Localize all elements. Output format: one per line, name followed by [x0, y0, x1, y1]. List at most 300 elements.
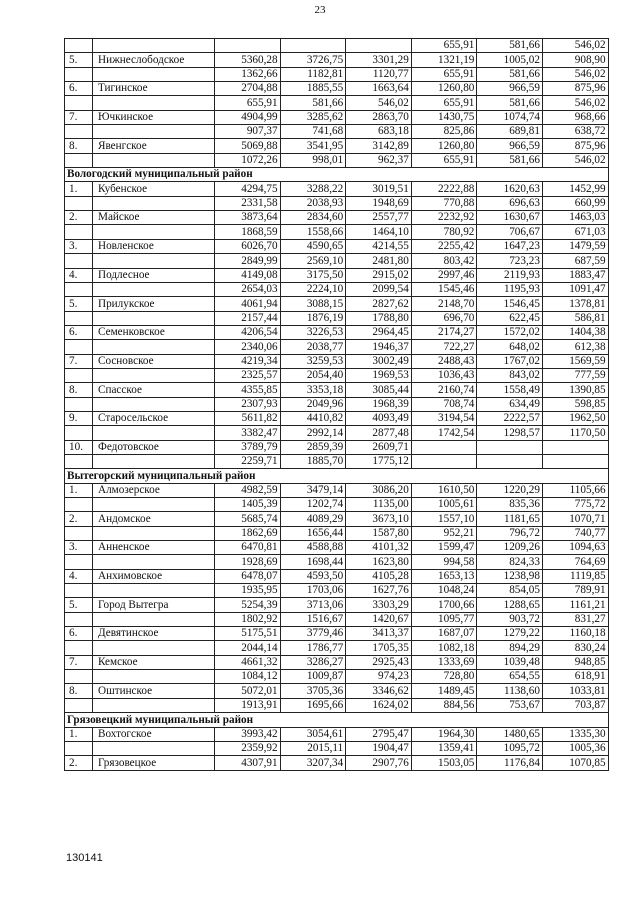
table-row	[65, 541, 609, 555]
value-cell: 1695,66	[280, 698, 346, 712]
value-cell: 2907,76	[346, 756, 412, 770]
table-row	[65, 67, 609, 81]
value-cell: 1220,29	[477, 483, 543, 497]
table-row	[65, 727, 609, 741]
row-number: 2.	[65, 512, 93, 526]
row-number: 3.	[65, 541, 93, 555]
settlement-name: Девятинское	[93, 627, 215, 641]
settlement-name	[93, 698, 215, 712]
value-cell: 1135,00	[346, 498, 412, 512]
value-cell: 696,63	[477, 196, 543, 210]
value-cell: 875,96	[542, 82, 608, 96]
value-cell: 546,02	[542, 39, 608, 53]
table-row	[65, 225, 609, 239]
value-cell: 3789,79	[215, 440, 281, 454]
settlement-name	[93, 641, 215, 655]
value-cell: 546,02	[346, 96, 412, 110]
value-cell: 728,80	[411, 670, 477, 684]
table-row	[65, 340, 609, 354]
table-row	[65, 153, 609, 167]
row-number: 7.	[65, 655, 93, 669]
value-cell: 1120,77	[346, 67, 412, 81]
row-number: 5.	[65, 53, 93, 67]
table-row	[65, 670, 609, 684]
value-cell: 2174,27	[411, 325, 477, 339]
table-row	[65, 684, 609, 698]
value-cell: 948,85	[542, 655, 608, 669]
value-cell: 581,66	[477, 153, 543, 167]
table-row	[65, 569, 609, 583]
value-cell: 875,96	[542, 139, 608, 153]
settlement-name	[93, 39, 215, 53]
value-cell: 1260,80	[411, 139, 477, 153]
value-cell: 1238,98	[477, 569, 543, 583]
document-code: 130141	[66, 852, 103, 864]
value-cell: 581,66	[477, 96, 543, 110]
table-row	[65, 268, 609, 282]
settlement-name	[93, 282, 215, 296]
value-cell: 1489,45	[411, 684, 477, 698]
value-cell: 546,02	[542, 96, 608, 110]
value-cell: 741,68	[280, 125, 346, 139]
row-number	[65, 153, 93, 167]
value-cell: 5611,82	[215, 411, 281, 425]
value-cell: 753,67	[477, 698, 543, 712]
value-cell: 1700,66	[411, 598, 477, 612]
value-cell: 648,02	[477, 340, 543, 354]
value-cell: 6478,07	[215, 569, 281, 583]
value-cell: 1663,64	[346, 82, 412, 96]
value-cell: 2654,03	[215, 282, 281, 296]
value-cell: 612,38	[542, 340, 608, 354]
settlement-name	[93, 67, 215, 81]
value-cell: 3303,29	[346, 598, 412, 612]
value-cell: 884,56	[411, 698, 477, 712]
value-cell: 1503,05	[411, 756, 477, 770]
value-cell: 2569,10	[280, 254, 346, 268]
value-cell: 671,03	[542, 225, 608, 239]
value-cell: 1630,67	[477, 211, 543, 225]
value-cell: 4294,75	[215, 182, 281, 196]
settlement-name: Оштинское	[93, 684, 215, 698]
value-cell: 1479,59	[542, 239, 608, 253]
value-cell: 1885,70	[280, 454, 346, 468]
value-cell: 2827,62	[346, 297, 412, 311]
value-cell: 789,91	[542, 584, 608, 598]
value-cell: 1802,92	[215, 612, 281, 626]
district-title: Вытегорский муниципальный район	[65, 469, 609, 483]
value-cell: 1935,95	[215, 584, 281, 598]
value-cell: 1039,48	[477, 655, 543, 669]
settlement-name: Новленское	[93, 239, 215, 253]
value-cell: 2054,40	[280, 368, 346, 382]
value-cell: 1160,18	[542, 627, 608, 641]
value-cell	[477, 440, 543, 454]
value-cell: 796,72	[477, 526, 543, 540]
value-cell: 2481,80	[346, 254, 412, 268]
table-row	[65, 741, 609, 755]
table-row	[65, 254, 609, 268]
value-cell: 3353,18	[280, 383, 346, 397]
value-cell: 1048,24	[411, 584, 477, 598]
value-cell: 2992,14	[280, 426, 346, 440]
settlement-name: Сосновское	[93, 354, 215, 368]
row-number: 1.	[65, 483, 93, 497]
value-cell: 1094,63	[542, 541, 608, 555]
value-cell: 2224,10	[280, 282, 346, 296]
value-cell: 3054,61	[280, 727, 346, 741]
value-cell: 831,27	[542, 612, 608, 626]
table-row	[65, 498, 609, 512]
table-row	[65, 325, 609, 339]
value-cell: 654,55	[477, 670, 543, 684]
value-cell: 2997,46	[411, 268, 477, 282]
table-row	[65, 598, 609, 612]
value-cell: 2849,99	[215, 254, 281, 268]
value-cell: 1948,69	[346, 196, 412, 210]
value-cell: 1070,71	[542, 512, 608, 526]
settlement-name	[93, 526, 215, 540]
value-cell: 3873,64	[215, 211, 281, 225]
value-cell: 3086,20	[346, 483, 412, 497]
value-cell: 830,24	[542, 641, 608, 655]
row-number	[65, 641, 93, 655]
value-cell: 2834,60	[280, 211, 346, 225]
value-cell: 903,72	[477, 612, 543, 626]
row-number	[65, 96, 93, 110]
settlement-name	[93, 196, 215, 210]
value-cell: 2038,77	[280, 340, 346, 354]
settlement-name	[93, 125, 215, 139]
value-cell: 1170,50	[542, 426, 608, 440]
value-cell: 1742,54	[411, 426, 477, 440]
value-cell: 1138,60	[477, 684, 543, 698]
district-title: Грязовецкий муниципальный район	[65, 713, 609, 727]
value-cell: 2325,57	[215, 368, 281, 382]
table-row	[65, 125, 609, 139]
value-cell: 907,37	[215, 125, 281, 139]
value-cell: 2863,70	[346, 110, 412, 124]
value-cell: 1620,63	[477, 182, 543, 196]
value-cell: 2609,71	[346, 440, 412, 454]
settlement-name	[93, 555, 215, 569]
value-cell: 780,92	[411, 225, 477, 239]
row-number	[65, 670, 93, 684]
value-cell: 2964,45	[346, 325, 412, 339]
value-cell: 586,81	[542, 311, 608, 325]
row-number: 6.	[65, 325, 93, 339]
value-cell: 4588,88	[280, 541, 346, 555]
value-cell: 1084,12	[215, 670, 281, 684]
value-cell: 1883,47	[542, 268, 608, 282]
value-cell: 908,90	[542, 53, 608, 67]
value-cell: 546,02	[542, 153, 608, 167]
table-row	[65, 397, 609, 411]
value-cell: 3541,95	[280, 139, 346, 153]
value-cell: 1161,21	[542, 598, 608, 612]
value-cell: 3142,89	[346, 139, 412, 153]
row-number	[65, 741, 93, 755]
settlement-name: Кемское	[93, 655, 215, 669]
value-cell: 1904,47	[346, 741, 412, 755]
value-cell: 1005,61	[411, 498, 477, 512]
value-cell: 1705,35	[346, 641, 412, 655]
table-row	[65, 383, 609, 397]
value-cell: 3207,34	[280, 756, 346, 770]
settlement-name: Старосельское	[93, 411, 215, 425]
value-cell: 1362,66	[215, 67, 281, 81]
value-cell: 1656,44	[280, 526, 346, 540]
settlement-name	[93, 741, 215, 755]
value-cell: 2099,54	[346, 282, 412, 296]
settlement-name: Город Вытегра	[93, 598, 215, 612]
value-cell: 1767,02	[477, 354, 543, 368]
value-cell: 962,37	[346, 153, 412, 167]
table-row	[65, 53, 609, 67]
value-cell: 1105,66	[542, 483, 608, 497]
value-cell: 3286,27	[280, 655, 346, 669]
value-cell: 1946,37	[346, 340, 412, 354]
table-row	[65, 354, 609, 368]
settlement-name: Тигинское	[93, 82, 215, 96]
table-row	[65, 426, 609, 440]
value-cell: 1009,87	[280, 670, 346, 684]
table-row	[65, 555, 609, 569]
value-cell: 1968,39	[346, 397, 412, 411]
row-number	[65, 340, 93, 354]
value-cell: 2925,43	[346, 655, 412, 669]
value-cell: 1876,19	[280, 311, 346, 325]
table-row	[65, 297, 609, 311]
value-cell: 1913,91	[215, 698, 281, 712]
table-row	[65, 526, 609, 540]
value-cell: 4593,50	[280, 569, 346, 583]
value-cell	[477, 454, 543, 468]
value-cell: 777,59	[542, 368, 608, 382]
row-number	[65, 584, 93, 598]
value-cell: 4061,94	[215, 297, 281, 311]
row-number	[65, 254, 93, 268]
settlement-name: Явенгское	[93, 139, 215, 153]
row-number	[65, 125, 93, 139]
value-cell: 764,69	[542, 555, 608, 569]
value-cell: 1298,57	[477, 426, 543, 440]
value-cell: 3479,14	[280, 483, 346, 497]
table-row	[65, 756, 609, 770]
value-cell: 1070,85	[542, 756, 608, 770]
row-number	[65, 39, 93, 53]
value-cell	[542, 440, 608, 454]
settlement-name	[93, 96, 215, 110]
settlement-name	[93, 225, 215, 239]
value-cell: 1404,38	[542, 325, 608, 339]
value-cell: 1260,80	[411, 82, 477, 96]
value-cell: 4093,49	[346, 411, 412, 425]
table-row	[65, 239, 609, 253]
row-number	[65, 612, 93, 626]
settlement-name	[93, 498, 215, 512]
district-title: Вологодский муниципальный район	[65, 168, 609, 182]
value-cell: 655,91	[411, 67, 477, 81]
value-cell: 2795,47	[346, 727, 412, 741]
value-cell: 4219,34	[215, 354, 281, 368]
table-row	[65, 182, 609, 196]
value-cell: 1647,23	[477, 239, 543, 253]
value-cell: 3088,15	[280, 297, 346, 311]
settlement-name	[93, 340, 215, 354]
value-cell	[411, 454, 477, 468]
row-number: 8.	[65, 383, 93, 397]
value-cell: 3673,10	[346, 512, 412, 526]
row-number: 2.	[65, 211, 93, 225]
value-cell: 1181,65	[477, 512, 543, 526]
value-cell: 1072,26	[215, 153, 281, 167]
settlement-name	[93, 254, 215, 268]
row-number: 8.	[65, 684, 93, 698]
value-cell: 5072,01	[215, 684, 281, 698]
value-cell: 3726,75	[280, 53, 346, 67]
value-cell: 1209,26	[477, 541, 543, 555]
value-cell: 952,21	[411, 526, 477, 540]
value-cell: 1786,77	[280, 641, 346, 655]
value-cell: 1091,47	[542, 282, 608, 296]
value-cell: 1703,06	[280, 584, 346, 598]
row-number	[65, 196, 93, 210]
value-cell: 3285,62	[280, 110, 346, 124]
value-cell: 824,33	[477, 555, 543, 569]
value-cell: 546,02	[542, 67, 608, 81]
row-number	[65, 397, 93, 411]
value-cell: 1036,43	[411, 368, 477, 382]
value-cell: 4982,59	[215, 483, 281, 497]
table-row	[65, 211, 609, 225]
value-cell: 2877,48	[346, 426, 412, 440]
value-cell: 3713,06	[280, 598, 346, 612]
value-cell: 775,72	[542, 498, 608, 512]
settlement-name: Анхимовское	[93, 569, 215, 583]
row-number: 1.	[65, 727, 93, 741]
value-cell: 3194,54	[411, 411, 477, 425]
value-cell: 1687,07	[411, 627, 477, 641]
value-cell: 2488,43	[411, 354, 477, 368]
value-cell: 1464,10	[346, 225, 412, 239]
row-number	[65, 225, 93, 239]
value-cell: 655,91	[411, 96, 477, 110]
settlement-name: Ючкинское	[93, 110, 215, 124]
row-number	[65, 698, 93, 712]
value-cell: 825,86	[411, 125, 477, 139]
value-cell: 581,66	[280, 96, 346, 110]
value-cell: 4355,85	[215, 383, 281, 397]
row-number: 5.	[65, 598, 93, 612]
settlement-name	[93, 153, 215, 167]
value-cell: 2259,71	[215, 454, 281, 468]
value-cell: 1558,49	[477, 383, 543, 397]
value-cell: 1545,46	[411, 282, 477, 296]
value-cell: 1599,47	[411, 541, 477, 555]
value-cell: 966,59	[477, 139, 543, 153]
value-cell: 3779,46	[280, 627, 346, 641]
settlement-name: Прилукское	[93, 297, 215, 311]
value-cell: 770,88	[411, 196, 477, 210]
value-cell: 2704,88	[215, 82, 281, 96]
value-cell: 703,87	[542, 698, 608, 712]
value-cell: 3002,49	[346, 354, 412, 368]
settlement-name: Андомское	[93, 512, 215, 526]
value-cell: 581,66	[477, 67, 543, 81]
row-number: 8.	[65, 139, 93, 153]
value-cell: 894,29	[477, 641, 543, 655]
table-row	[65, 512, 609, 526]
value-cell: 5685,74	[215, 512, 281, 526]
row-number	[65, 368, 93, 382]
value-cell: 660,99	[542, 196, 608, 210]
row-number: 3.	[65, 239, 93, 253]
value-cell	[280, 39, 346, 53]
value-cell: 3019,51	[346, 182, 412, 196]
value-cell: 2015,11	[280, 741, 346, 755]
value-cell: 1885,55	[280, 82, 346, 96]
value-cell: 2049,96	[280, 397, 346, 411]
value-cell: 1698,44	[280, 555, 346, 569]
district-header-row	[65, 469, 609, 483]
value-cell	[542, 454, 608, 468]
value-cell: 2255,42	[411, 239, 477, 253]
value-cell: 740,77	[542, 526, 608, 540]
district-header-row	[65, 168, 609, 182]
value-cell: 1928,69	[215, 555, 281, 569]
table-row	[65, 612, 609, 626]
value-cell: 854,05	[477, 584, 543, 598]
value-cell: 4089,29	[280, 512, 346, 526]
row-number: 5.	[65, 297, 93, 311]
value-cell: 2148,70	[411, 297, 477, 311]
value-cell: 2044,14	[215, 641, 281, 655]
value-cell: 5175,51	[215, 627, 281, 641]
value-cell: 1390,85	[542, 383, 608, 397]
row-number	[65, 311, 93, 325]
value-cell: 1624,02	[346, 698, 412, 712]
settlement-name: Майское	[93, 211, 215, 225]
value-cell: 1288,65	[477, 598, 543, 612]
settlement-name: Спасское	[93, 383, 215, 397]
value-cell: 3175,50	[280, 268, 346, 282]
table-row	[65, 584, 609, 598]
value-cell: 4661,32	[215, 655, 281, 669]
value-cell: 708,74	[411, 397, 477, 411]
value-cell: 3705,36	[280, 684, 346, 698]
table-row	[65, 196, 609, 210]
value-cell: 1005,36	[542, 741, 608, 755]
value-cell: 1868,59	[215, 225, 281, 239]
value-cell: 1119,85	[542, 569, 608, 583]
row-number: 6.	[65, 82, 93, 96]
value-cell: 2331,58	[215, 196, 281, 210]
settlement-name: Федотовское	[93, 440, 215, 454]
settlement-name: Алмозерское	[93, 483, 215, 497]
settlement-name	[93, 426, 215, 440]
value-cell: 638,72	[542, 125, 608, 139]
settlement-name	[93, 397, 215, 411]
value-cell: 974,23	[346, 670, 412, 684]
row-number	[65, 555, 93, 569]
value-cell: 1335,30	[542, 727, 608, 741]
row-number: 1.	[65, 182, 93, 196]
value-cell: 3993,42	[215, 727, 281, 741]
value-cell: 6026,70	[215, 239, 281, 253]
value-cell: 1463,03	[542, 211, 608, 225]
table-row	[65, 82, 609, 96]
